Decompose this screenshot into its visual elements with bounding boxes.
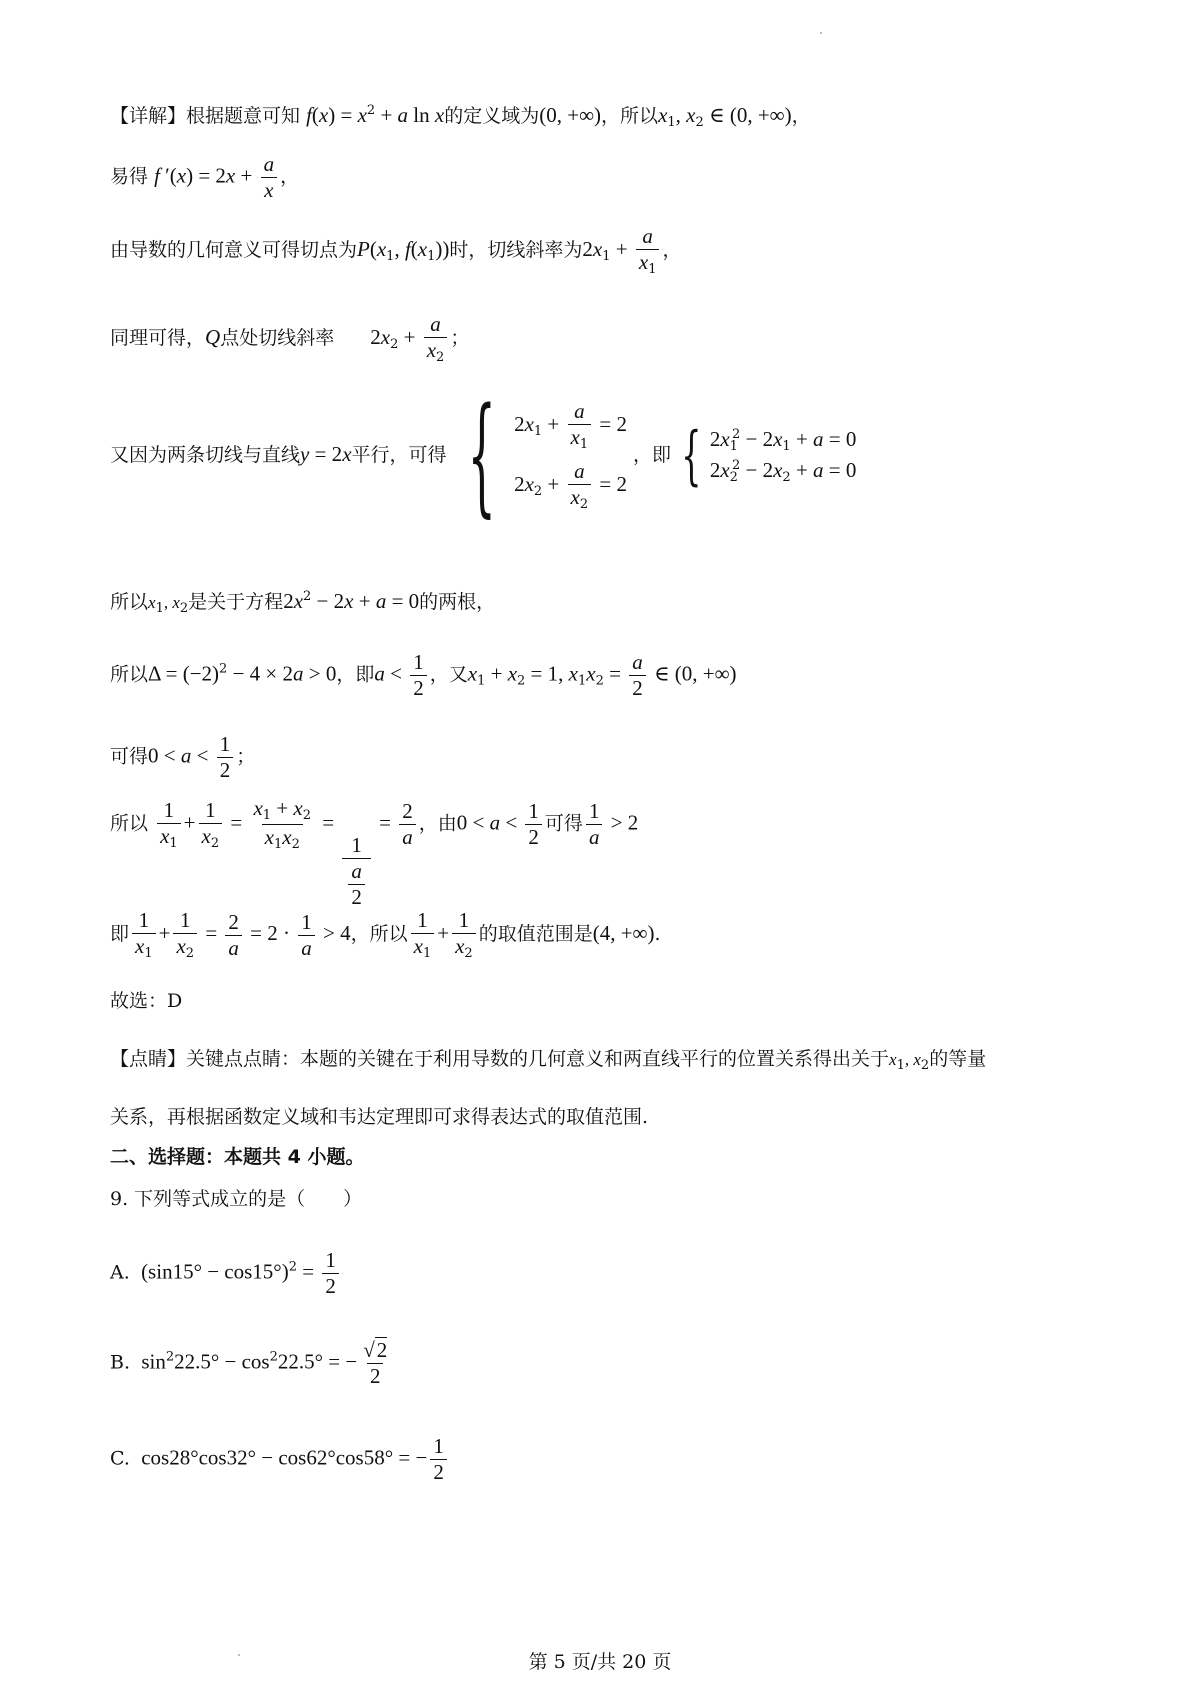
comment-line-1: 【点睛】关键点点睛：本题的关键在于利用导数的几何意义和两直线平行的位置关系得出关于$x_1$, $x_2$的等量 xyxy=(110,1048,987,1073)
detail-line-1: 【详解】根据题意可知 $f(x) = x^2 + a$ ln x的定义域为(0, +∞)，所以$x_1$, $x_2$ ∈ (0, +∞)， xyxy=(110,103,811,130)
speck xyxy=(238,1654,240,1656)
option-a: A. $(\sin 15^\circ - \cos 15^\circ)^2$ = $\frac{1}{2}$ xyxy=(110,1250,342,1297)
detail-line-2: 易得 f ′(x) = 2x + $\frac{a}{x}$ ， xyxy=(110,152,300,202)
option-c: C. cos28°cos32° − cos62°cos58° = − $\frac{1}{2}$ xyxy=(110,1436,450,1483)
detail-answer: 故选：D xyxy=(110,990,183,1012)
detail-line-5: 又因为两条切线与直线y = 2x平行，可得 { $2x_1$ + $\frac{a}{x_1}$ = 2 $2x_2$ + $\frac{a}{x_2}$ = 2 ，即 { $2x_1^2 - 2x_1 + a = 0$ $2x_2^2 - 2x_2 + a = 0$ xyxy=(110,381,857,530)
option-b: B. $\sin^222.5^\circ - \cos^222.5^\circ$ = − $\frac{√2}{2}$ xyxy=(110,1338,388,1388)
detail-line-4: 同理可得，Q点处切线斜率 $2x_2$ + $\frac{a}{x_2}$ ； xyxy=(110,312,470,365)
speck xyxy=(820,32,822,34)
detail-line-8: 可得0 < a < $\frac{1}{2}$ ； xyxy=(110,732,256,782)
section-heading: 二、选择题：本题共 4 小题。 xyxy=(110,1146,365,1168)
question-9: 9. 下列等式成立的是（ ） xyxy=(110,1188,363,1210)
equation-system-2: $2x_1^2 - 2x_1 + a = 0$ $2x_2^2 - 2x_2 + a = 0$ xyxy=(709,427,857,485)
detail-line-10: 即 $\frac{1}{x_1}$ + $\frac{1}{x_2}$ = $\frac{2}{a}$ = 2 · $\frac{1}{a}$ > 4，所以 $\frac{1}{x_1}$ + $\frac{1}{x_2}$ 的取值范围是(4, +∞). xyxy=(110,908,661,961)
equation-system-1: $2x_1$ + $\frac{a}{x_1}$ = 2 $2x_2$ + $\frac{a}{x_2}$ = 2 xyxy=(514,399,627,512)
detail-line-6: 所以$x_1$, $x_2$是关于方程$2x^2 - 2x + a = 0$的两根， xyxy=(110,589,496,616)
detail-line-7: 所以$\Delta = (-2)^2 - 4 \times 2a > 0$，即a < $\frac{1}{2}$ ，又$x_1 + x_2 = 1$, $x_1x_2$ = $\frac{a}{2}$ ∈ (0, +∞) xyxy=(110,650,737,700)
page-footer: 第 5 页/共 20 页 xyxy=(528,1651,672,1673)
detail-line-9: 所以 $\frac{1}{x_1}$ + $\frac{1}{x_2}$ = $\frac{x_1 + x_2}{x_1x_2}$ = $\frac{1}{\frac{a}{2}}$ = $\frac{2}{a}$ ，由0 < a < $\frac{1}{2}$ 可得 $\frac{1}{a}$ > 2 xyxy=(110,796,639,909)
comment-line-2: 关系，再根据函数定义域和韦达定理即可求得表达式的取值范围. xyxy=(110,1106,649,1128)
detail-line-3: 由导数的几何意义可得切点为$P(x_1$, $f(x_1)$)时，切线斜率为$2x_1$ + $\frac{a}{x_1}$ ， xyxy=(110,224,682,277)
